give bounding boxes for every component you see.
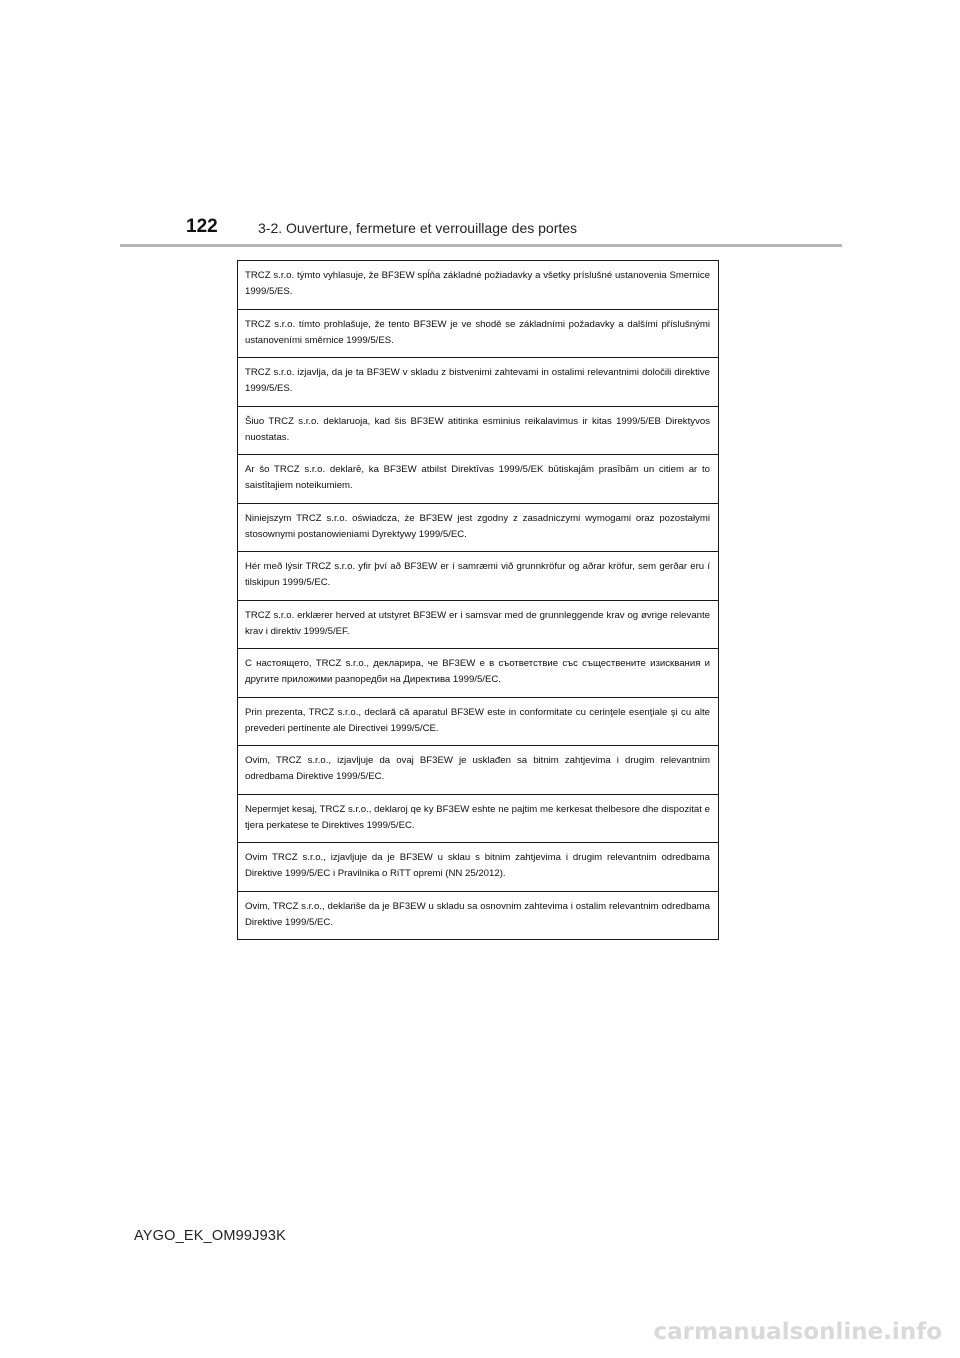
declaration-serbian: Ovim, TRCZ s.r.o., deklariše da je BF3EW u skladu sa osnovnim zahtevima i ostalim relevantnim odredbama Direktive 1999/5/EC.: [238, 891, 718, 940]
declaration-latvian: Ar šo TRCZ s.r.o. deklarē, ka BF3EW atbilst Direktīvas 1999/5/EK būtiskajām prasībām un citiem ar to saistītajiem noteikumiem.: [238, 454, 718, 503]
page-number: 122: [186, 216, 218, 237]
header-rule: [120, 244, 842, 247]
watermark: carmanualsonline.info: [653, 1319, 942, 1345]
section-title: 3-2. Ouverture, fermeture et verrouillage des portes: [258, 220, 578, 236]
declaration-croatian: Ovim TRCZ s.r.o., izjavljuje da je BF3EW u sklau s bitnim zahtjevima i drugim relevantnim odredbama Direktive 1999/5/EC i Pravilnika o RiTT opremi (NN 25/2012).: [238, 842, 718, 891]
declaration-norwegian: TRCZ s.r.o. erklærer herved at utstyret BF3EW er i samsvar med de grunnleggende krav og øvrige relevante krav i direktiv 1999/5/EF.: [238, 600, 718, 649]
document-code: AYGO_EK_OM99J93K: [134, 1228, 287, 1244]
declaration-table: [237, 260, 719, 940]
declaration-bulgarian: С настоящето, TRCZ s.r.o., декларира, че BF3EW е в съответствие със съществените изисквания и другите приложими разпоредби на Директива 1999/5/EC.: [238, 648, 718, 697]
declaration-slovenian: TRCZ s.r.o. izjavlja, da je ta BF3EW v skladu z bistvenimi zahtevami in ostalimi relevantnimi določili direktive 1999/5/ES.: [238, 357, 718, 406]
declaration-romanian: Prin prezenta, TRCZ s.r.o., declară că aparatul BF3EW este in conformitate cu cerinţele esenţiale şi cu alte prevederi pertinente ale Directivei 1999/5/CE.: [238, 697, 718, 746]
declaration-polish: Niniejszym TRCZ s.r.o. oświadcza, że BF3EW jest zgodny z zasadniczymi wymogami oraz pozostałymi stosownymi postanowieniami Dyrektywy 1999/5/EC.: [238, 503, 718, 552]
declaration-czech: TRCZ s.r.o. tímto prohlašuje, že tento BF3EW je ve shodě se základními požadavky a dalšími příslušnými ustanoveními směrnice 1999/5/ES.: [238, 309, 718, 358]
declaration-slovak: TRCZ s.r.o. týmto vyhlasuje, že BF3EW spĺňa základné požiadavky a všetky príslušné ustanovenia Smernice 1999/5/ES.: [245, 270, 710, 297]
declaration-icelandic: Hér með lýsir TRCZ s.r.o. yfir því að BF3EW er í samræmi við grunnkröfur og aðrar kröfur, sem gerðar eru í tilskipun 1999/5/EC.: [238, 551, 718, 600]
declaration-albanian: Nepermjet kesaj, TRCZ s.r.o., deklaroj qe ky BF3EW eshte ne pajtim me kerkesat thelbesore dhe dispozitat e tjera perkatese te Direktives 1999/5/EC.: [238, 794, 718, 843]
declaration-bosnian: Ovim, TRCZ s.r.o., izjavljuje da ovaj BF3EW je usklađen sa bitnim zahtjevima i drugim relevantnim odredbama Direktive 1999/5/EC.: [238, 745, 718, 794]
declaration-lithuanian: Šiuo TRCZ s.r.o. deklaruoja, kad šis BF3EW atitinka esminius reikalavimus ir kitas 1999/5/EB Direktyvos nuostatas.: [238, 406, 718, 455]
